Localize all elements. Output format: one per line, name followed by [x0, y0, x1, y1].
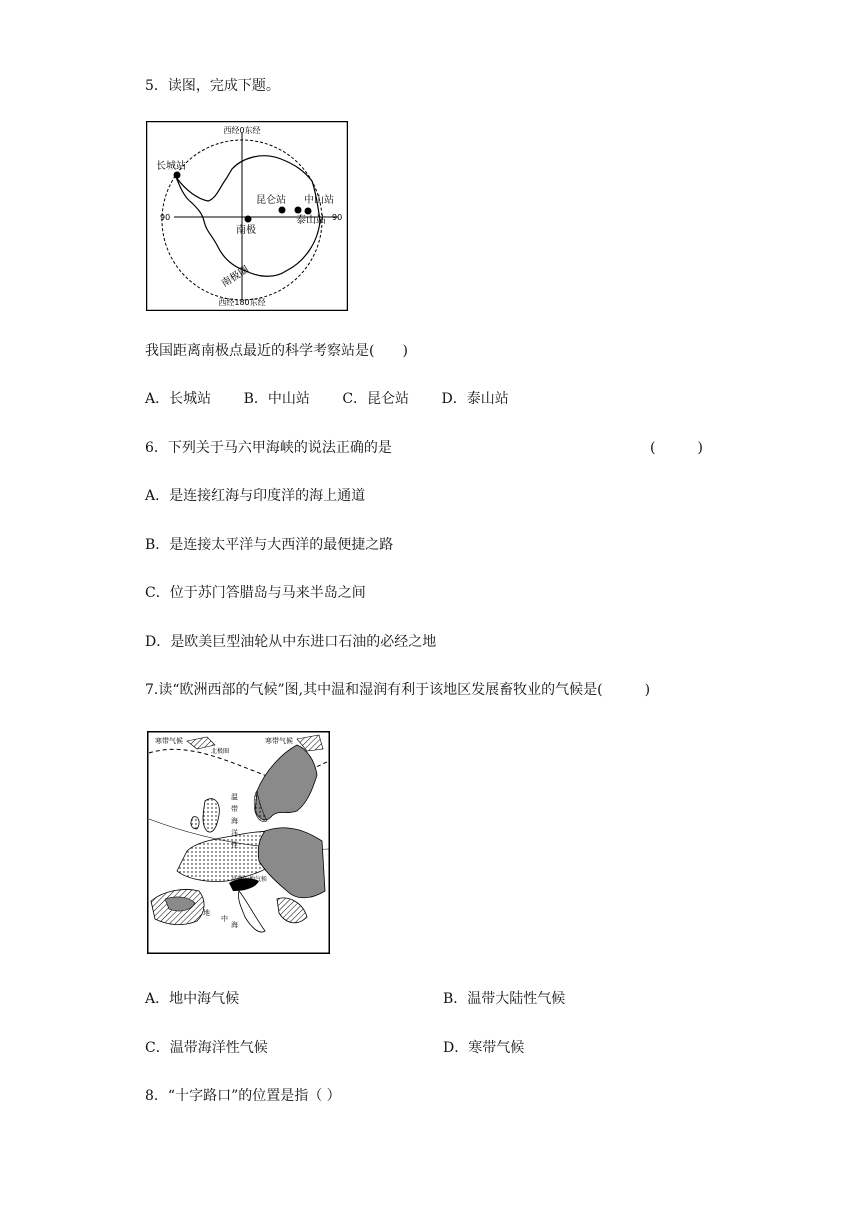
map-bottom-label: 西经180东经	[218, 298, 266, 307]
label-temperate-2: 带	[231, 805, 238, 813]
label-cold-left: 寒带气候	[155, 737, 183, 745]
q5-option-b: B．中山站	[243, 391, 310, 407]
q5-question: 我国距离南极点最近的科学考察站是( )	[145, 343, 408, 359]
label-temperate-4: 洋	[231, 829, 238, 837]
q8-stem: 8．“十字路口”的位置是指（ ）	[145, 1088, 341, 1104]
label-med-3: 海	[231, 921, 238, 929]
q6-option-d: D．是欧美巨型油轮从中东进口石油的必经之地	[145, 634, 437, 650]
antarctic-circle-label: 南极圈	[219, 264, 252, 290]
station-taishan-dot	[295, 207, 302, 214]
q5-stem: 5．读图，完成下题。	[145, 78, 280, 94]
station-zhongshan-dot	[305, 208, 312, 215]
station-changcheng-label: 长城站	[156, 161, 186, 172]
q6-answer-paren: ( )	[650, 440, 703, 456]
station-zhongshan-label: 中山站	[304, 195, 334, 206]
south-pole-label: 南极	[236, 225, 256, 236]
q6-stem: 6．下列关于马六甲海峡的说法正确的是	[145, 440, 392, 456]
q5-option-d: D．泰山站	[441, 391, 509, 407]
q7-option-a: A．地中海气候	[145, 991, 240, 1007]
q7-option-d: D．寒带气候	[443, 1040, 525, 1056]
q7-stem: 7.读“欧洲西部的气候”图,其中温和湿润有利于该地区发展畜牧业的气候是( )	[145, 682, 651, 698]
map-right-label: 90	[332, 213, 343, 222]
label-temperate-3: 海	[231, 817, 238, 825]
antarctica-map	[146, 121, 348, 315]
station-kunlun-label: 昆仑站	[256, 195, 286, 206]
map-top-label: 西经0东经	[223, 126, 261, 135]
south-pole-dot	[245, 216, 252, 223]
q6-option-b: B．是连接太平洋与大西洋的最便捷之路	[145, 537, 394, 553]
q7-option-b: B．温带大陆性气候	[443, 991, 566, 1007]
station-kunlun-dot	[279, 207, 286, 214]
europe-climate-map	[147, 731, 330, 958]
q6-option-c: C．位于苏门答腊岛与马来半岛之间	[145, 585, 366, 601]
map-left-label: 90	[160, 213, 171, 222]
q6-option-a: A．是连接红海与印度洋的海上通道	[145, 488, 366, 504]
q5-options	[145, 389, 537, 409]
label-alpine: 高原山地气候	[231, 876, 268, 883]
q7-option-c: C．温带海洋性气候	[145, 1040, 268, 1056]
label-cold-right: 寒带气候	[265, 737, 293, 745]
q5-option-c: C．昆仑站	[342, 391, 410, 407]
label-temperate-5: 性	[231, 841, 238, 849]
station-changcheng-dot	[174, 172, 181, 179]
station-taishan-label: 泰山站	[296, 215, 326, 226]
label-arctic-circle: 北极圈	[211, 748, 230, 755]
label-med-2: 中	[221, 915, 228, 923]
label-temperate-1: 温	[231, 793, 238, 801]
label-med-1: 地	[203, 909, 210, 917]
q5-option-a: A．长城站	[145, 391, 212, 407]
